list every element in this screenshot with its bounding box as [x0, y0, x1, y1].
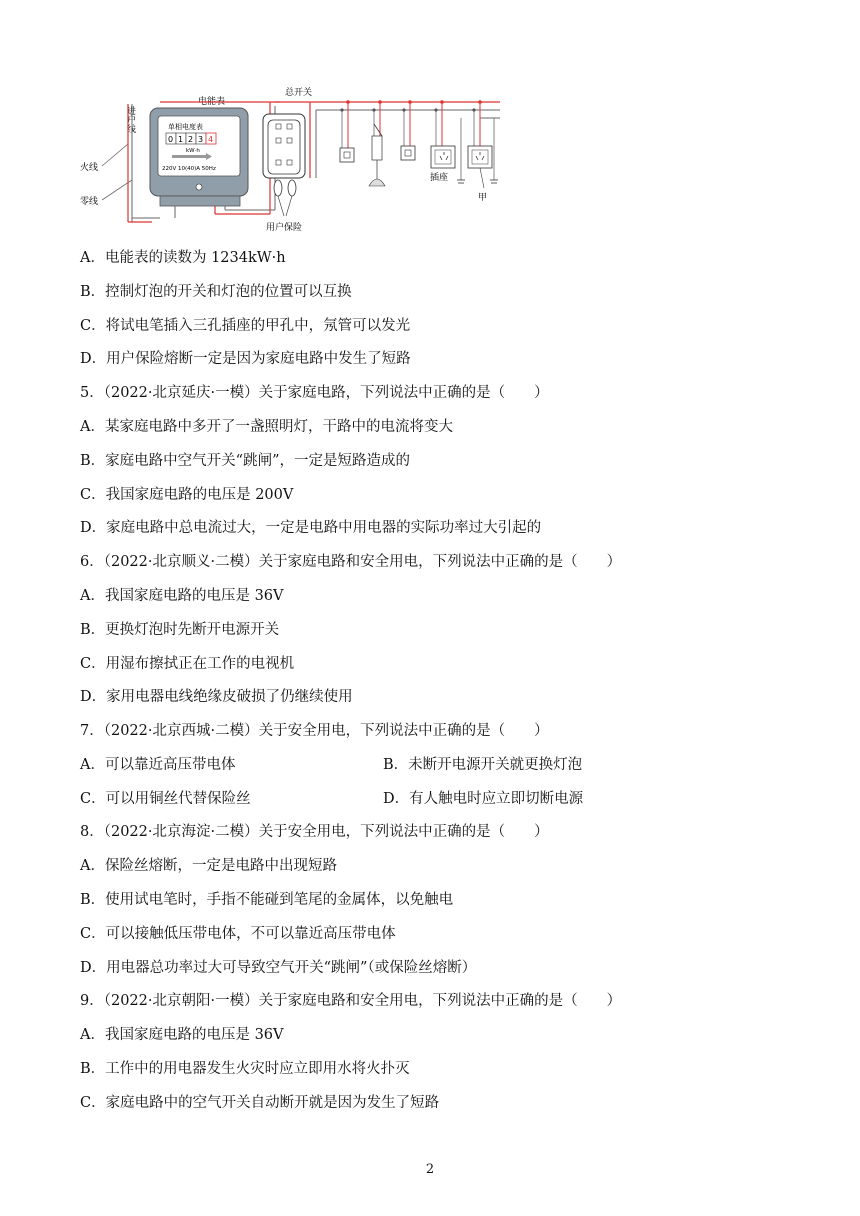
meter-digit-3: 3 — [198, 135, 204, 144]
live-wire-label: 火线 — [80, 163, 99, 173]
q6-option-c: C．用湿布擦拭正在工作的电视机 — [80, 656, 295, 672]
q8-option-d: D．用电器总功率过大可导致空气开关“跳闸”（或保险丝熔断） — [80, 960, 477, 976]
q5-option-a: A．某家庭电路中多开了一盏照明灯，干路中的电流将变大 — [80, 419, 453, 435]
q4-option-d: D．用户保险熔断一定是因为家庭电路中发生了短路 — [80, 351, 411, 367]
q7-stem: 7．（2022·北京西城·二模）关于安全用电，下列说法中正确的是（ ） — [80, 723, 549, 739]
q4-option-b: B．控制灯泡的开关和灯泡的位置可以互换 — [80, 284, 352, 300]
fuse-label: 用户保险 — [266, 223, 303, 233]
q7-option-d: D．有人触电时应立即切断电源 — [383, 791, 584, 807]
q6-option-b: B．更换灯泡时先断开电源开关 — [80, 622, 280, 638]
q9-option-c: C．家庭电路中的空气开关自动断开就是因为发生了短路 — [80, 1095, 440, 1111]
neutral-wire-label: 零线 — [80, 197, 99, 207]
meter-digit-4: 4 — [208, 135, 214, 144]
meter-digits — [166, 133, 216, 144]
q9-stem: 9．（2022·北京朝阳·一模）关于家庭电路和安全用电，下列说法中正确的是（ ） — [80, 993, 622, 1009]
q5-option-c: C．我国家庭电路的电压是 200V — [80, 487, 294, 503]
q6-option-a: A．我国家庭电路的电压是 36V — [80, 588, 284, 604]
q9-option-a: A．我国家庭电路的电压是 36V — [80, 1027, 284, 1043]
meter-label: 电能表 — [198, 97, 226, 107]
q6-option-d: D．家用电器电线绝缘皮破损了仍继续使用 — [80, 689, 353, 705]
incoming-line-label: 进户线 — [125, 106, 135, 133]
meter-unit: kW·h — [186, 148, 200, 154]
jia-label: 甲 — [478, 193, 488, 203]
q7-option-b: B．未断开电源开关就更换灯泡 — [383, 757, 583, 773]
household-circuit-figure — [80, 84, 500, 240]
socket-label: 插座 — [430, 173, 449, 183]
q8-option-c: C．可以接触低压带电体，不可以靠近高压带电体 — [80, 926, 396, 942]
q4-option-c: C．将试电笔插入三孔插座的甲孔中，氖管可以发光 — [80, 318, 411, 334]
q7-option-c: C．可以用铜丝代替保险丝 — [80, 791, 251, 807]
q5-stem: 5．（2022·北京延庆·一模）关于家庭电路，下列说法中正确的是（ ） — [80, 385, 549, 401]
q8-option-a: A．保险丝熔断，一定是电路中出现短路 — [80, 858, 337, 874]
page-number: 2 — [425, 1162, 435, 1177]
q8-stem: 8．（2022·北京海淀·二模）关于安全用电，下列说法中正确的是（ ） — [80, 824, 549, 840]
q7-option-a: A．可以靠近高压带电体 — [80, 757, 236, 773]
q5-option-b: B．家庭电路中空气开关“跳闸”，一定是短路造成的 — [80, 453, 410, 469]
q9-option-b: B．工作中的用电器发生火灾时应立即用水将火扑灭 — [80, 1061, 410, 1077]
q6-stem: 6．（2022·北京顺义·二模）关于家庭电路和安全用电，下列说法中正确的是（ ） — [80, 554, 622, 570]
q8-option-b: B．使用试电笔时，手指不能碰到笔尾的金属体，以免触电 — [80, 892, 454, 908]
q5-option-d: D．家庭电路中总电流过大，一定是电路中用电器的实际功率过大引起的 — [80, 520, 542, 536]
main-switch-label: 总开关 — [285, 88, 313, 98]
meter-digit-0: 0 — [168, 135, 174, 144]
meter-digit-2: 2 — [188, 135, 194, 144]
meter-title: 单相电度表 — [168, 123, 203, 131]
meter-digit-1: 1 — [178, 135, 184, 144]
meter-spec: 220V 10(40)A 50Hz — [162, 166, 216, 172]
q4-option-a: A．电能表的读数为 1234kW·h — [80, 250, 286, 266]
